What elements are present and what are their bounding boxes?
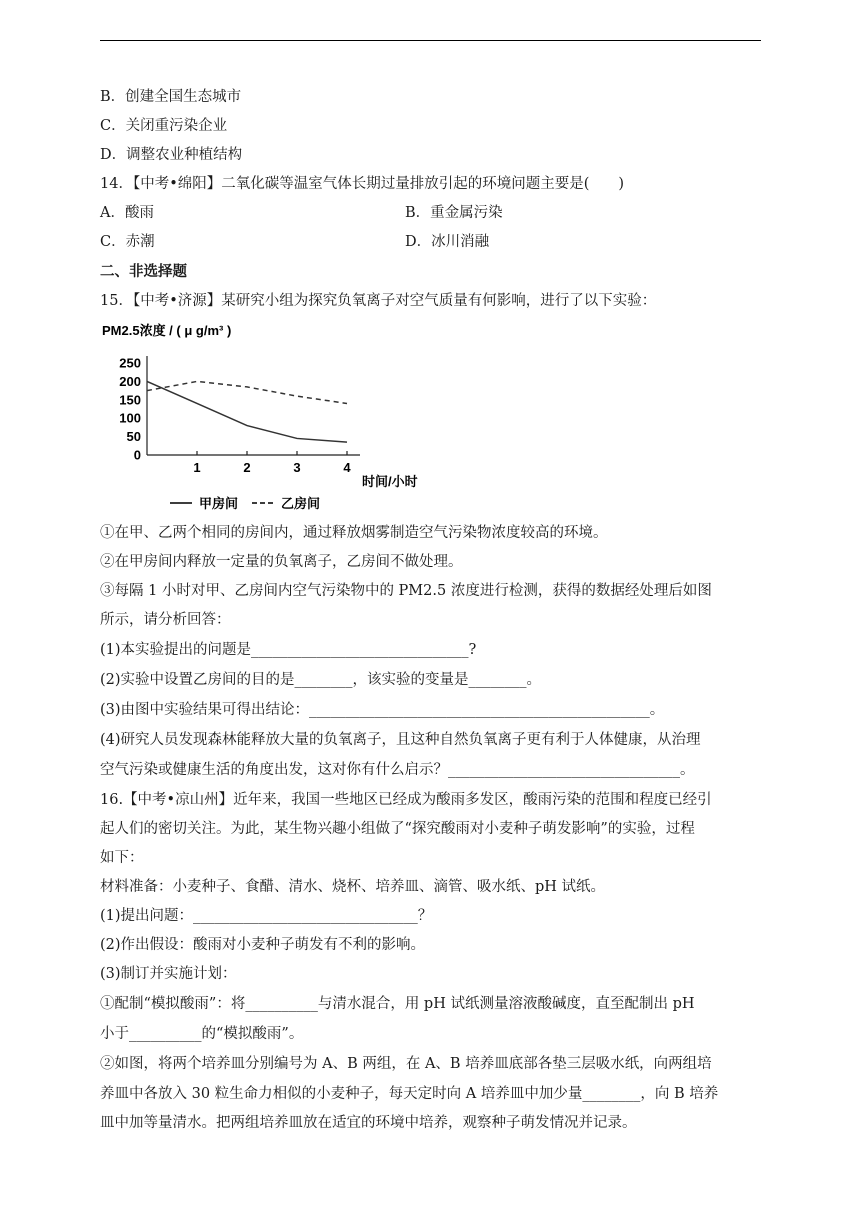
y-tick-label: 0	[133, 447, 141, 463]
text-line-l3: D．调整农业种植结构	[100, 147, 243, 163]
text-line-l26: 小于__________的“模拟酸雨”。	[100, 1026, 304, 1042]
text-line-l10: ②在甲房间内释放一定量的负氧离子，乙房间不做处理。	[100, 554, 463, 570]
chart-xlabel: 时间/小时	[362, 474, 418, 489]
text-line-l4: 14．【中考•绵阳】二氧化碳等温室气体长期过量排放引起的环境问题主要是( )	[100, 176, 625, 192]
text-line-l22: (1)提出问题：_______________________________？	[100, 908, 433, 924]
text-line-l18: 16.【中考•凉山州】近年来，我国一些地区已经成为酸雨多发区，酸雨污染的范围和程度已经引	[100, 792, 712, 808]
legend-label-yi: 乙房间	[281, 496, 321, 511]
option-14-d: D．冰川消融	[405, 234, 490, 250]
option-14-c: C．赤潮	[100, 234, 155, 250]
x-tick-label: 3	[293, 460, 301, 475]
legend-label-jia: 甲房间	[199, 496, 239, 511]
text-line-l20: 如下：	[100, 850, 144, 866]
text-line-l19: 起人们的密切关注。为此，某生物兴趣小组做了“探究酸雨对小麦种子萌发影响”的实验，过程	[100, 821, 695, 837]
series-line-jia	[147, 381, 347, 442]
text-line-l1: B．创建全国生态城市	[100, 89, 242, 105]
text-line-l12: 所示，请分析回答：	[100, 612, 231, 628]
text-line-l23: (2)作出假设：酸雨对小麦种子萌发有不利的影响。	[100, 937, 426, 953]
y-tick-label: 100	[119, 410, 141, 426]
text-line-l17: 空气污染或健康生活的角度出发，这对你有什么启示？________________________________。	[100, 762, 695, 778]
y-tick-label: 150	[119, 392, 141, 408]
x-tick-label: 1	[193, 460, 201, 475]
series-line-yi	[147, 381, 347, 403]
x-tick-label: 2	[243, 460, 251, 475]
y-tick-label: 50	[126, 429, 141, 445]
option-14-a: A．酸雨	[100, 205, 154, 221]
text-line-l15: (3)由图中实验结果可得出结论：_______________________________________________。	[100, 702, 665, 718]
text-line-l27: ②如图，将两个培养皿分别编号为 A、B 两组，在 A、B 培养皿底部各垫三层吸水纸，向两组培	[100, 1056, 712, 1072]
y-tick-label: 250	[119, 355, 141, 371]
text-line-l28: 养皿中各放入 30 粒生命力相似的小麦种子，每天定时向 A 培养皿中加少量________，向 B 培养	[100, 1086, 719, 1102]
text-line-l13: (1)本实验提出的问题是______________________________?	[100, 642, 477, 658]
option-14-b: B．重金属污染	[405, 205, 503, 221]
text-line-l9: ①在甲、乙两个相同的房间内，通过释放烟雾制造空气污染物浓度较高的环境。	[100, 525, 608, 541]
text-line-l2: C．关闭重污染企业	[100, 118, 228, 134]
text-line-l29: 皿中加等量清水。把两组培养皿放在适宜的环境中培养，观察种子萌发情况并记录。	[100, 1115, 637, 1131]
text-line-l16: (4)研究人员发现森林能释放大量的负氧离子，且这种自然负氧离子更有利于人体健康，从治理	[100, 732, 701, 748]
text-line-l21: 材料准备：小麦种子、食醋、清水、烧杯、培养皿、滴管、吸水纸、pH 试纸。	[100, 879, 606, 895]
text-line-l24: (3)制订并实施计划：	[100, 966, 237, 982]
text-line-l8: 15．【中考•济源】某研究小组为探究负氧离子对空气质量有何影响，进行了以下实验：	[100, 293, 657, 309]
y-tick-label: 200	[119, 373, 141, 389]
text-line-l11: ③每隔 1 小时对甲、乙房间内空气污染物中的 PM2.5 浓度进行检测，获得的数据经处理后如图	[100, 583, 712, 599]
text-line-l7: 二、非选择题	[100, 263, 187, 280]
text-line-l25: ①配制“模拟酸雨”：将__________与清水混合，用 pH 试纸测量溶液酸碱度，直至配制出 pH	[100, 996, 695, 1012]
text-line-l14: (2)实验中设置乙房间的目的是________，该实验的变量是________。	[100, 672, 542, 688]
header-rule	[100, 40, 761, 41]
chart-ylabel: PM2.5浓度 / ( μ g/m³ )	[102, 323, 232, 338]
x-tick-label: 4	[343, 460, 351, 475]
pm25-chart	[100, 318, 440, 518]
